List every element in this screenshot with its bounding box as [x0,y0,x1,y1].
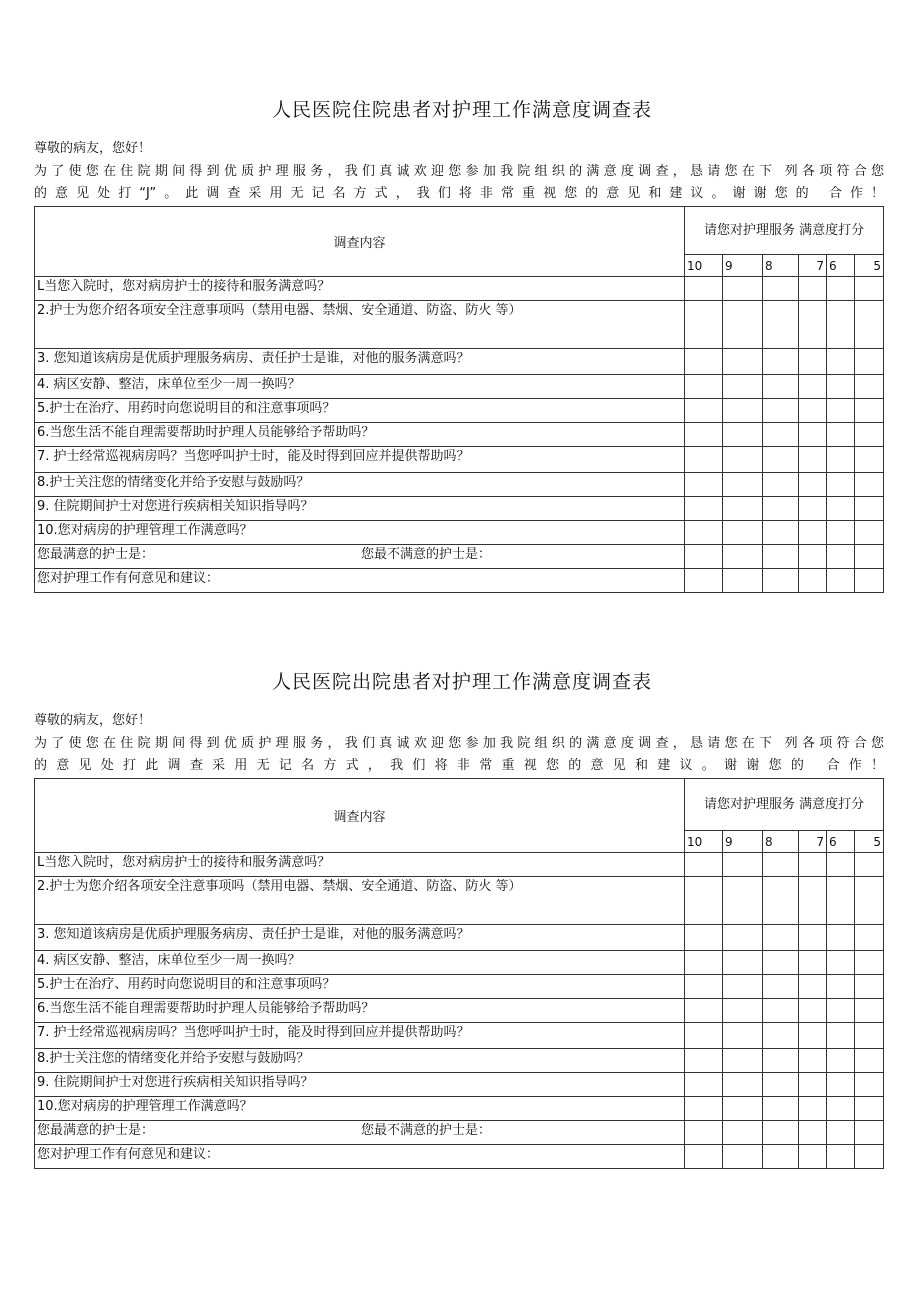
most-satisfied-label: 您最满意的护士是： [37,547,155,562]
header-survey-content: 调查内容 [35,207,685,277]
score-cell[interactable] [723,473,763,497]
score-cell[interactable] [685,423,723,447]
score-cell[interactable] [799,375,827,399]
score-cell[interactable] [723,447,763,473]
score-cell[interactable] [855,951,884,975]
question-7: 7. 护士经常巡视病房吗？当您呼叫护士时，能及时得到回应并提供帮助吗？ [35,1023,685,1049]
intro-paragraph [34,733,884,777]
score-cell[interactable] [799,853,827,877]
score-cell [763,569,799,593]
score-cell[interactable] [827,999,855,1023]
score-label-5: 5 [855,255,884,277]
score-cell[interactable] [763,301,799,349]
score-cell[interactable] [685,473,723,497]
question-6: 6.当您生活不能自理需要帮助时护理人员能够给予帮助吗？ [35,423,685,447]
question-2: 2.护士为您介绍各项安全注意事项吗（禁用电器、禁烟、安全通道、防盗、防火 等） [35,301,685,349]
score-cell[interactable] [723,999,763,1023]
header-score-instruction: 请您对护理服务 满意度打分 [685,779,884,831]
score-cell[interactable] [723,301,763,349]
question-10: 10.您对病房的护理管理工作满意吗？ [35,521,685,545]
score-cell[interactable] [799,447,827,473]
score-cell[interactable] [827,447,855,473]
score-cell[interactable] [827,951,855,975]
score-cell[interactable] [763,447,799,473]
score-cell[interactable] [685,975,723,999]
score-cell[interactable] [827,853,855,877]
score-cell[interactable] [763,853,799,877]
score-cell[interactable] [827,975,855,999]
suggestion-row[interactable]: 您对护理工作有何意见和建议： [35,1145,685,1169]
score-cell[interactable] [685,349,723,375]
question-5: 5.护士在治疗、用药时向您说明目的和注意事项吗？ [35,399,685,423]
score-cell[interactable] [763,925,799,951]
score-cell[interactable] [827,423,855,447]
question-3: 3. 您知道该病房是优质护理服务病房、责任护士是谁，对他的服务满意吗？ [35,349,685,375]
score-cell[interactable] [685,1073,723,1097]
score-cell[interactable] [723,877,763,925]
score-cell [723,545,763,569]
score-cell[interactable] [799,1023,827,1049]
score-cell[interactable] [763,1073,799,1097]
score-cell [827,1145,855,1169]
score-cell[interactable] [685,301,723,349]
score-cell[interactable] [763,399,799,423]
greeting: 尊敬的病友，您好！ [34,713,152,728]
score-cell[interactable] [855,1023,884,1049]
score-cell[interactable] [685,521,723,545]
score-label-5: 5 [855,831,884,853]
score-cell[interactable] [855,301,884,349]
score-cell[interactable] [855,925,884,951]
header-score-instruction: 请您对护理服务 满意度打分 [685,207,884,255]
score-cell[interactable] [723,497,763,521]
score-cell[interactable] [685,1097,723,1121]
question-1: L当您入院时，您对病房护士的接待和服务满意吗？ [35,277,685,301]
score-cell[interactable] [855,447,884,473]
discharge-survey-form [34,667,884,1169]
score-cell[interactable] [685,1023,723,1049]
score-cell[interactable] [723,375,763,399]
score-cell[interactable] [827,277,855,301]
score-cell [827,545,855,569]
score-cell [827,1121,855,1145]
score-cell [855,569,884,593]
score-cell[interactable] [855,1097,884,1121]
score-cell[interactable] [799,497,827,521]
question-5: 5.护士在治疗、用药时向您说明目的和注意事项吗？ [35,975,685,999]
suggestion-row[interactable]: 您对护理工作有何意见和建议： [35,569,685,593]
score-cell[interactable] [855,497,884,521]
score-cell [763,1121,799,1145]
score-cell [723,569,763,593]
score-cell[interactable] [799,349,827,375]
score-cell[interactable] [855,853,884,877]
score-cell[interactable] [685,853,723,877]
score-label-7: 7 [799,255,827,277]
score-cell[interactable] [855,349,884,375]
score-cell[interactable] [723,925,763,951]
score-cell[interactable] [799,521,827,545]
score-label-6: 6 [827,831,855,853]
score-cell[interactable] [799,277,827,301]
score-cell[interactable] [685,999,723,1023]
question-8: 8.护士关注您的情绪变化并给予安慰与鼓励吗？ [35,473,685,497]
least-satisfied-label: 您最不满意的护士是： [361,547,492,562]
score-cell[interactable] [723,521,763,545]
score-cell[interactable] [827,877,855,925]
score-cell[interactable] [827,925,855,951]
score-cell [763,1145,799,1169]
question-1: L当您入院时，您对病房护士的接待和服务满意吗？ [35,853,685,877]
score-cell[interactable] [799,423,827,447]
score-label-6: 6 [827,255,855,277]
score-label-10: 10 [685,255,723,277]
intro-line: 的意见处打此调查采用无记名方式，我们将非常重视您的意见和建议。谢谢您的 合作！ [34,758,884,773]
score-cell[interactable] [827,1023,855,1049]
intro-paragraph [34,161,884,205]
score-cell[interactable] [855,975,884,999]
score-label-8: 8 [763,255,799,277]
score-cell [685,569,723,593]
score-cell[interactable] [827,1097,855,1121]
score-label-7: 7 [799,831,827,853]
score-cell [827,569,855,593]
question-10: 10.您对病房的护理管理工作满意吗？ [35,1097,685,1121]
score-cell[interactable] [855,999,884,1023]
score-cell[interactable] [723,1073,763,1097]
question-2: 2.护士为您介绍各项安全注意事项吗（禁用电器、禁烟、安全通道、防盗、防火 等） [35,877,685,925]
score-cell[interactable] [855,521,884,545]
score-label-8: 8 [763,831,799,853]
score-cell [685,1121,723,1145]
score-label-10: 10 [685,831,723,853]
score-cell[interactable] [855,1049,884,1073]
score-cell[interactable] [827,521,855,545]
score-cell [799,1145,827,1169]
score-cell[interactable] [827,497,855,521]
score-cell[interactable] [723,399,763,423]
score-cell[interactable] [799,925,827,951]
score-cell[interactable] [799,473,827,497]
score-cell[interactable] [827,1049,855,1073]
score-cell[interactable] [855,399,884,423]
score-cell[interactable] [685,375,723,399]
score-cell[interactable] [723,951,763,975]
score-cell[interactable] [723,1023,763,1049]
question-9: 9. 住院期间护士对您进行疾病相关知识指导吗？ [35,1073,685,1097]
question-6: 6.当您生活不能自理需要帮助时护理人员能够给予帮助吗？ [35,999,685,1023]
score-cell[interactable] [763,423,799,447]
score-label-9: 9 [723,831,763,853]
score-cell [685,1145,723,1169]
survey-table [34,778,884,1169]
score-label-9: 9 [723,255,763,277]
header-survey-content: 调查内容 [35,779,685,853]
inpatient-survey-form [34,95,884,593]
score-cell[interactable] [685,925,723,951]
score-cell[interactable] [799,1073,827,1097]
score-cell[interactable] [685,497,723,521]
score-cell[interactable] [763,375,799,399]
score-cell[interactable] [855,473,884,497]
score-cell[interactable] [723,423,763,447]
score-cell[interactable] [799,399,827,423]
score-cell[interactable] [763,1023,799,1049]
form-title: 人民医院住院患者对护理工作满意度调查表 [271,99,652,121]
score-cell[interactable] [723,349,763,375]
score-cell[interactable] [723,853,763,877]
score-cell[interactable] [799,999,827,1023]
score-cell [799,1121,827,1145]
intro-line: 为了使您在住院期间得到优质护理服务，我们真诚欢迎您参加我院组织的满意度调查，恳请您在下 列各项符合您 [34,164,884,179]
score-cell[interactable] [855,277,884,301]
score-cell[interactable] [723,975,763,999]
score-cell [763,545,799,569]
score-cell[interactable] [827,301,855,349]
question-4: 4. 病区安静、整洁，床单位至少一周一换吗？ [35,375,685,399]
score-cell[interactable] [799,877,827,925]
score-cell [799,569,827,593]
score-cell[interactable] [827,1073,855,1097]
score-cell[interactable] [799,1097,827,1121]
score-cell[interactable] [763,521,799,545]
score-cell [723,1145,763,1169]
question-7: 7. 护士经常巡视病房吗？当您呼叫护士时，能及时得到回应并提供帮助吗？ [35,447,685,473]
question-3: 3. 您知道该病房是优质护理服务病房、责任护士是谁，对他的服务满意吗？ [35,925,685,951]
greeting: 尊敬的病友，您好！ [34,141,152,156]
score-cell[interactable] [723,1049,763,1073]
score-cell[interactable] [855,1073,884,1097]
score-cell [799,545,827,569]
question-9: 9. 住院期间护士对您进行疾病相关知识指导吗？ [35,497,685,521]
score-cell[interactable] [799,1049,827,1073]
score-cell[interactable] [763,497,799,521]
score-cell [685,545,723,569]
score-cell[interactable] [799,301,827,349]
score-cell [723,1121,763,1145]
score-cell [855,545,884,569]
score-cell[interactable] [799,951,827,975]
score-cell[interactable] [827,473,855,497]
score-cell[interactable] [763,877,799,925]
score-cell[interactable] [685,1049,723,1073]
score-cell[interactable] [827,399,855,423]
score-cell[interactable] [763,473,799,497]
score-cell [855,1145,884,1169]
score-cell [855,1121,884,1145]
score-cell[interactable] [763,975,799,999]
score-cell[interactable] [763,349,799,375]
nurse-preference-row[interactable] [35,1121,685,1145]
score-cell[interactable] [685,447,723,473]
score-cell[interactable] [685,951,723,975]
score-cell[interactable] [855,423,884,447]
score-cell[interactable] [827,375,855,399]
score-cell[interactable] [685,277,723,301]
score-cell[interactable] [763,1049,799,1073]
survey-table [34,206,884,593]
score-cell[interactable] [723,1097,763,1121]
form-title: 人民医院出院患者对护理工作满意度调查表 [271,671,652,693]
score-cell[interactable] [763,277,799,301]
score-cell[interactable] [827,349,855,375]
score-cell[interactable] [763,951,799,975]
score-cell[interactable] [855,877,884,925]
score-cell[interactable] [685,877,723,925]
question-8: 8.护士关注您的情绪变化并给予安慰与鼓励吗？ [35,1049,685,1073]
nurse-preference-row[interactable] [35,545,685,569]
question-4: 4. 病区安静、整洁，床单位至少一周一换吗？ [35,951,685,975]
score-cell[interactable] [723,277,763,301]
score-cell[interactable] [855,375,884,399]
score-cell[interactable] [799,975,827,999]
intro-line: 为了使您在住院期间得到优质护理服务，我们真诚欢迎您参加我院组织的满意度调查，恳请您在下 列各项符合您 [34,736,884,751]
score-cell[interactable] [685,399,723,423]
intro-line: 的意见处打“J”。此调查采用无记名方式，我们将非常重视您的意见和建议。谢谢您的 合作！ [34,186,884,201]
most-satisfied-label: 您最满意的护士是： [37,1123,155,1138]
least-satisfied-label: 您最不满意的护士是： [361,1123,492,1138]
score-cell[interactable] [763,1097,799,1121]
score-cell[interactable] [763,999,799,1023]
